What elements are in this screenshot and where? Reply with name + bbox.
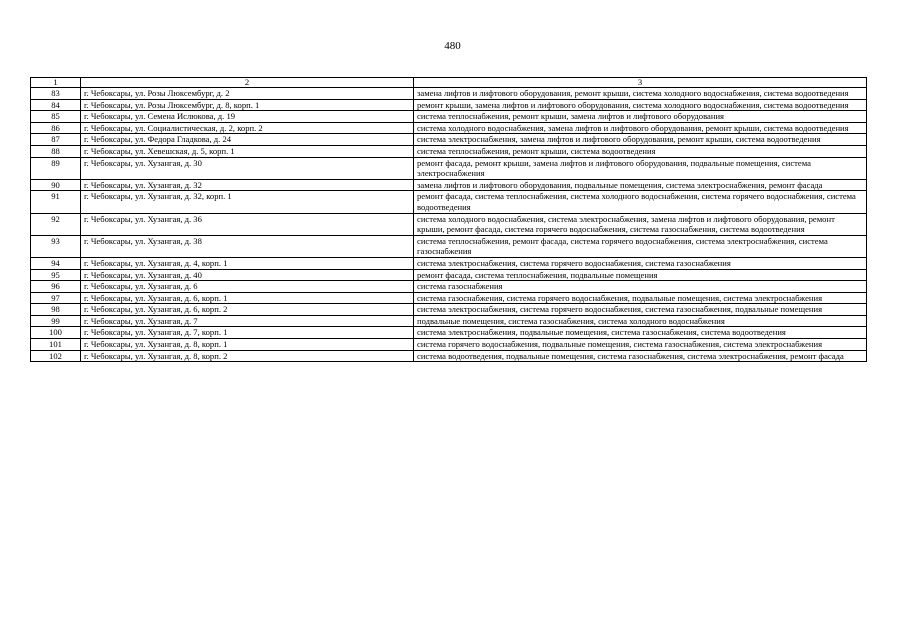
row-number: 92 (31, 213, 81, 235)
row-number: 102 (31, 350, 81, 362)
building-address: г. Чебоксары, ул. Хевешская, д. 5, корп. 1 (81, 145, 414, 157)
table-row (31, 213, 867, 235)
building-address: г. Чебоксары, ул. Хузангая, д. 32, корп. 1 (81, 191, 414, 213)
row-number: 83 (31, 88, 81, 100)
building-address: г. Чебоксары, ул. Хузангая, д. 30 (81, 157, 414, 179)
table-row (31, 99, 867, 111)
table-row (31, 327, 867, 339)
repair-works: замена лифтов и лифтового оборудования, ремонт крыши, система холодного водоснабжения, система водоотведения (414, 88, 867, 100)
building-address: г. Чебоксары, ул. Хузангая, д. 6, корп. 1 (81, 292, 414, 304)
row-number: 88 (31, 145, 81, 157)
column-header-works: 3 (414, 78, 867, 88)
repair-works: ремонт фасада, ремонт крыши, замена лифтов и лифтового оборудования, подвальные помещения, система электроснабжения (414, 157, 867, 179)
table-row (31, 157, 867, 179)
building-address: г. Чебоксары, ул. Хузангая, д. 4, корп. 1 (81, 257, 414, 269)
table-row (31, 111, 867, 123)
row-number: 93 (31, 235, 81, 257)
table-row (31, 134, 867, 146)
table-row (31, 191, 867, 213)
table-row (31, 179, 867, 191)
row-number: 84 (31, 99, 81, 111)
repair-works: система теплоснабжения, ремонт фасада, система горячего водоснабжения, система электроснабжения, система газоснабжения (414, 235, 867, 257)
table-row (31, 281, 867, 293)
building-address: г. Чебоксары, ул. Розы Люксембург, д. 8, корп. 1 (81, 99, 414, 111)
table-row (31, 339, 867, 351)
repair-works: система электроснабжения, система горячего водоснабжения, система газоснабжения, подвальные помещения (414, 304, 867, 316)
building-address: г. Чебоксары, ул. Хузангая, д. 6 (81, 281, 414, 293)
row-number: 100 (31, 327, 81, 339)
building-address: г. Чебоксары, ул. Хузангая, д. 32 (81, 179, 414, 191)
address-works-table (30, 77, 867, 362)
table-row (31, 235, 867, 257)
row-number: 89 (31, 157, 81, 179)
building-address: г. Чебоксары, ул. Семена Ислюкова, д. 19 (81, 111, 414, 123)
row-number: 97 (31, 292, 81, 304)
repair-works: система электроснабжения, система горячего водоснабжения, система газоснабжения (414, 257, 867, 269)
building-address: г. Чебоксары, ул. Хузангая, д. 40 (81, 269, 414, 281)
table-row (31, 88, 867, 100)
row-number: 86 (31, 122, 81, 134)
building-address: г. Чебоксары, ул. Хузангая, д. 7 (81, 315, 414, 327)
building-address: г. Чебоксары, ул. Хузангая, д. 8, корп. 1 (81, 339, 414, 351)
row-number: 96 (31, 281, 81, 293)
table-row (31, 257, 867, 269)
repair-works: система электроснабжения, подвальные помещения, система газоснабжения, система водоотведения (414, 327, 867, 339)
row-number: 94 (31, 257, 81, 269)
repair-works: ремонт фасада, система теплоснабжения, подвальные помещения (414, 269, 867, 281)
row-number: 95 (31, 269, 81, 281)
repair-works: замена лифтов и лифтового оборудования, подвальные помещения, система электроснабжения, ремонт фасада (414, 179, 867, 191)
row-number: 99 (31, 315, 81, 327)
row-number: 85 (31, 111, 81, 123)
building-address: г. Чебоксары, ул. Хузангая, д. 6, корп. 2 (81, 304, 414, 316)
repair-works: система газоснабжения (414, 281, 867, 293)
repair-works: система горячего водоснабжения, подвальные помещения, система газоснабжения, система электроснабжения (414, 339, 867, 351)
building-address: г. Чебоксары, ул. Хузангая, д. 36 (81, 213, 414, 235)
repair-works: система теплоснабжения, ремонт крыши, замена лифтов и лифтового оборудования (414, 111, 867, 123)
repair-works: система электроснабжения, замена лифтов и лифтового оборудования, ремонт крыши, система водоотведения (414, 134, 867, 146)
building-address: г. Чебоксары, ул. Хузангая, д. 7, корп. 1 (81, 327, 414, 339)
table-row (31, 269, 867, 281)
row-number: 91 (31, 191, 81, 213)
repair-works: система холодного водоснабжения, система электроснабжения, замена лифтов и лифтового оборудования, ремонт крыши, ремонт фасада, система горячего водоснабжения, система газоснабжения, система водоотведения (414, 213, 867, 235)
repair-works: система водоотведения, подвальные помещения, система газоснабжения, система электроснабжения, ремонт фасада (414, 350, 867, 362)
column-header-number: 1 (31, 78, 81, 88)
table-header-row (31, 78, 867, 88)
column-header-address: 2 (81, 78, 414, 88)
row-number: 87 (31, 134, 81, 146)
building-address: г. Чебоксары, ул. Розы Люксембург, д. 2 (81, 88, 414, 100)
repair-works: ремонт крыши, замена лифтов и лифтового оборудования, система холодного водоснабжения, система водоотведения (414, 99, 867, 111)
table-row (31, 122, 867, 134)
repair-works: система газоснабжения, система горячего водоснабжения, подвальные помещения, система электроснабжения (414, 292, 867, 304)
building-address: г. Чебоксары, ул. Хузангая, д. 38 (81, 235, 414, 257)
table-row (31, 304, 867, 316)
table-row (31, 350, 867, 362)
row-number: 98 (31, 304, 81, 316)
table-row (31, 145, 867, 157)
building-address: г. Чебоксары, ул. Социалистическая, д. 2, корп. 2 (81, 122, 414, 134)
page-number: 480 (444, 40, 461, 52)
building-address: г. Чебоксары, ул. Федора Гладкова, д. 24 (81, 134, 414, 146)
table-row (31, 315, 867, 327)
repair-works: система холодного водоснабжения, замена лифтов и лифтового оборудования, ремонт крыши, система водоотведения (414, 122, 867, 134)
repair-works: подвальные помещения, система газоснабжения, система холодного водоснабжения (414, 315, 867, 327)
row-number: 101 (31, 339, 81, 351)
table-row (31, 292, 867, 304)
row-number: 90 (31, 179, 81, 191)
repair-works: система теплоснабжения, ремонт крыши, система водоотведения (414, 145, 867, 157)
building-address: г. Чебоксары, ул. Хузангая, д. 8, корп. 2 (81, 350, 414, 362)
repair-works: ремонт фасада, система теплоснабжения, система холодного водоснабжения, система горячего водоснабжения, система водоотведения (414, 191, 867, 213)
